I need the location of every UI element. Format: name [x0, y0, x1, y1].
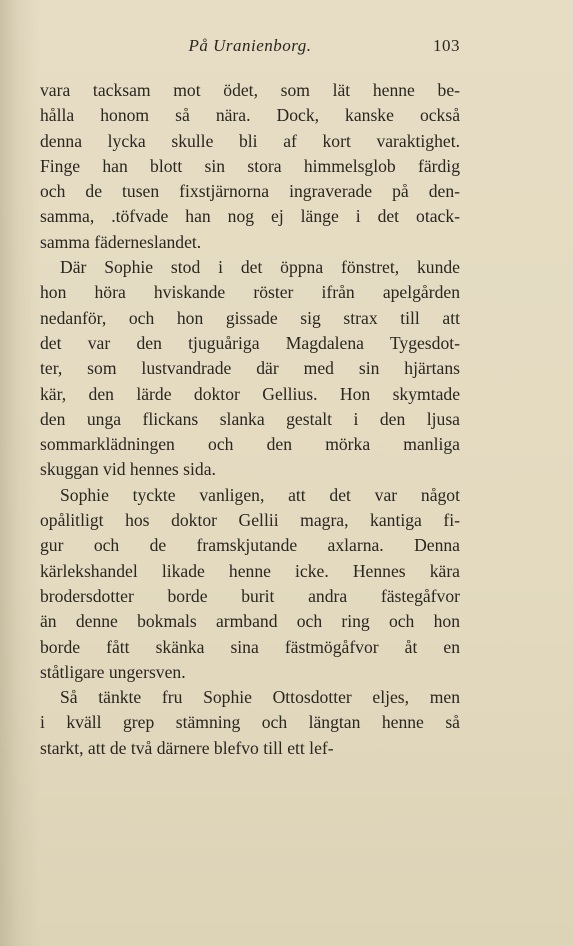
- text-line: vara tacksam mot ödet, som lät henne be-: [40, 80, 460, 100]
- running-title: På Uranienborg.: [188, 36, 312, 55]
- text-line: opålitligt hos doktor Gellii magra, kantiga fi-: [40, 510, 460, 531]
- text-line: brodersdotter borde burit andra fästegåfvor: [40, 585, 460, 606]
- text-line: och de tusen fixstjärnorna ingraverade på den-: [40, 181, 460, 202]
- text-line: borde fått skänka sina fästmögåfvor åt en: [40, 636, 460, 657]
- text-line: Där Sophie stod i det öppna fönstret, kunde: [60, 257, 460, 278]
- text-line: hålla honom så nära. Dock, kanske också: [40, 105, 460, 126]
- text-line: ståtligare ungersven.: [40, 661, 186, 682]
- text-line: den unga flickans slanka gestalt i den ljusa: [40, 408, 460, 429]
- text-line: ter, som lustvandrade där med sin hjärtans: [40, 358, 460, 379]
- text-line: samma fäderneslandet.: [40, 231, 202, 252]
- text-line: Finge han blott sin stora himmelsglob färdig: [40, 155, 460, 176]
- text-line: samma, .töfvade han nog ej länge i det otack-: [40, 206, 460, 227]
- text-line: starkt, att de två därnere blefvo till ett lef-: [40, 737, 334, 758]
- text-line: hon höra hviskande röster ifrån apelgården: [40, 282, 460, 303]
- text-line: kär, den lärde doktor Gellius. Hon skymtade: [40, 383, 460, 404]
- page-header: [40, 36, 460, 66]
- page-number: 103: [433, 36, 460, 55]
- text-line: i kväll grep stämning och längtan henne så: [40, 712, 460, 733]
- text-line: Sophie tyckte vanligen, att det var något: [60, 484, 460, 505]
- text-line: nedanför, och hon gissade sig strax till att: [40, 307, 460, 328]
- text-line: skuggan vid hennes sida.: [40, 459, 216, 480]
- text-line: det var den tjuguåriga Magdalena Tygesdot-: [40, 332, 460, 353]
- text-line: kärlekshandel likade henne icke. Hennes kära: [40, 560, 460, 581]
- text-line: gur och de framskjutande axlarna. Denna: [40, 535, 460, 556]
- text-line: sommarklädningen och den mörka manliga: [40, 434, 460, 455]
- text-line: Så tänkte fru Sophie Ottosdotter eljes, men: [60, 687, 460, 708]
- body-text: [40, 78, 460, 761]
- text-line: än denne bokmals armband och ring och hon: [40, 611, 460, 632]
- text-line: denna lycka skulle bli af kort varaktighet.: [40, 130, 460, 151]
